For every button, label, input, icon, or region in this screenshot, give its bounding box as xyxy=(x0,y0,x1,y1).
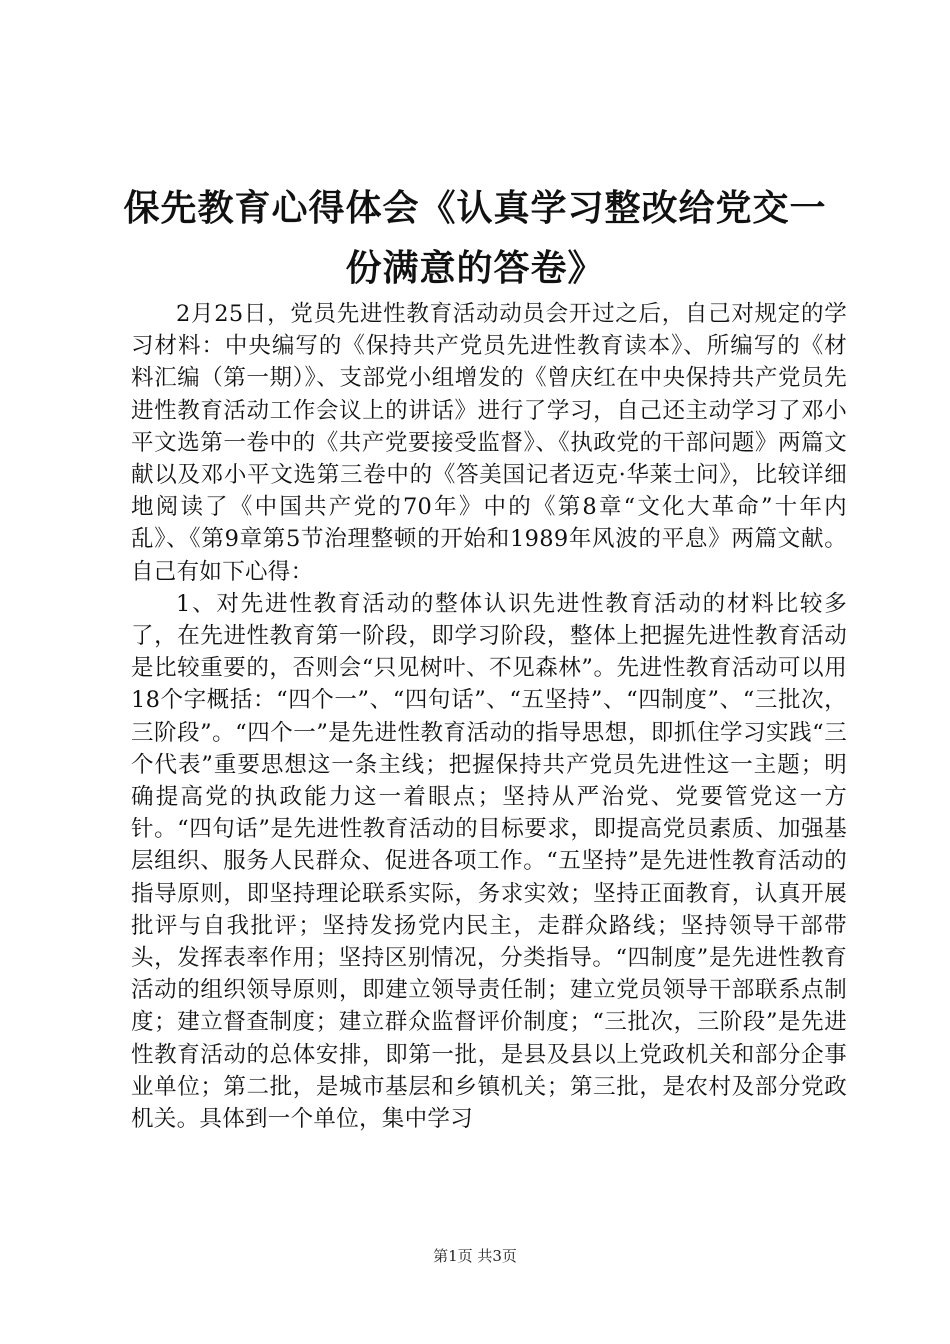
document-body xyxy=(131,298,847,1135)
page-number-footer: 第1页 共3页 xyxy=(433,1247,517,1265)
paragraph-intro: 2月25日，党员先进性教育活动动员会开过之后，自己对规定的学习材料：中央编写的《保持共产党员先进性教育读本》、所编写的《材料汇编（第一期）》、支部党小组增发的《曾庆红在中央保持共产党员先进性教育活动工作会议上的讲话》进行了学习，自己还主动学习了邓小平文选第一卷中的《共产党要接受监督》、《执政党的干部问题》两篇文献以及邓小平文选第三卷中的《答美国记者迈克·华莱士问》，比较详细地阅读了《中国共产党的70年》中的《第8章“文化大革命”十年内乱》、《第9章第5节治理整顿的开始和1989年风波的平息》两篇文献。自己有如下心得： xyxy=(131,301,847,585)
paragraph-point-1: 1、对先进性教育活动的整体认识先进性教育活动的材料比较多了，在先进性教育第一阶段，即学习阶段，整体上把握先进性教育活动是比较重要的，否则会“只见树叶、不见森林”。先进性教育活动可以用18个字概括：“四个一”、“四句话”、“五坚持”、“四制度”、“三批次，三阶段”。“四个一”是先进性教育活动的指导思想，即抓住学习实践“三个代表”重要思想这一条主线；把握保持共产党员先进性这一主题；明确提高党的执政能力这一着眼点；坚持从严治党、党要管党这一方针。“四句话”是先进性教育活动的目标要求，即提高党员素质、加强基层组织、服务人民群众、促进各项工作。“五坚持”是先进性教育活动的指导原则，即坚持理论联系实际，务求实效；坚持正面教育，认真开展批评与自我批评；坚持发扬党内民主，走群众路线；坚持领导干部带头，发挥表率作用；坚持区别情况，分类指导。“四制度”是先进性教育活动的组织领导原则，即建立领导责任制；建立党员领导干部联系点制度；建立督查制度；建立群众监督评价制度；“三批次，三阶段”是先进性教育活动的总体安排，即第一批，是县及县以上党政机关和部分企事业单位；第二批，是城市基层和乡镇机关；第三批，是农村及部分党政机关。具体到一个单位，集中学习 xyxy=(131,590,847,1133)
document-title: 保先教育心得体会《认真学习整改给党交一份满意的答卷》 xyxy=(123,187,827,289)
